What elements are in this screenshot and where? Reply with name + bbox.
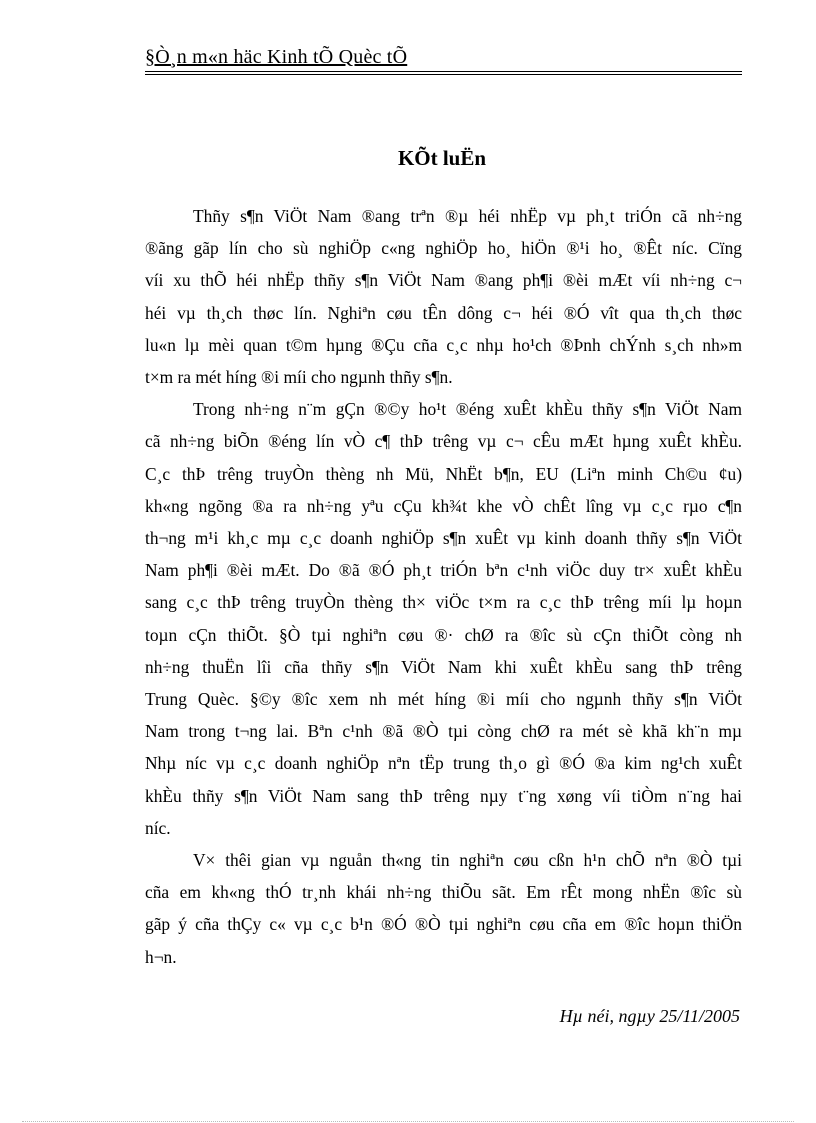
text-line: Trong nh÷ng n¨m gÇn ®©y ho¹t ®éng xuÊt khÈu thñy s¶n ViÖt Nam [193,399,742,420]
text-line: cã nh÷ng biÕn ®éng lín vÒ c¶ thÞ trêng vµ c¬ cÊu mÆt hµng xuÊt khÈu. [145,431,742,452]
signoff-date: Hµ néi, ngµy 25/11/2005 [559,1006,740,1026]
text-line: C¸c thÞ trêng truyÒn thèng nh Mü, NhËt b¶n, EU (Liªn minh Ch©u ¢u) [145,463,742,484]
text-line: Nam trong t¬ng lai. Bªn c¹nh ®ã ®Ò tµi còng chØ ra mét sè khã kh¨n mµ [145,721,742,742]
text-line: Nam ph¶i ®èi mÆt. Do ®ã ®Ó ph¸t triÓn bªn c¹nh viÖc duy tr× xuÊt khÈu [145,560,742,581]
text-line: víi xu thÕ héi nhËp thñy s¶n ViÖt Nam ®ang ph¶i ®èi mÆt víi nh÷ng c¬ [145,270,742,291]
text-line: lu«n lµ mèi quan t©m hµng ®Çu cña c¸c nhµ ho¹ch ®Þnh chÝnh s¸ch nh»m [145,334,742,355]
paragraph-3 [145,844,742,973]
text-line: kh«ng ngõng ®a ra nh÷ng yªu cÇu kh¾t khe vÒ chÊt lîng vµ c¸c rµo c¶n [145,495,742,516]
page-bottom-divider [22,1121,794,1122]
text-line: h¬n. [145,946,177,967]
text-line: khÈu thñy s¶n ViÖt Nam sang thÞ trêng nµy t¨ng xøng víi tiÒm n¨ng hai [145,785,742,806]
header-title: §Ò¸n m«n häc Kinh tÕ Quèc tÕ [145,46,408,68]
text-line: Thñy s¶n ViÖt Nam ®ang trªn ®µ héi nhËp vµ ph¸t triÓn cã nh÷ng [193,206,742,226]
text-line: toµn cÇn thiÕt. §Ò tµi nghiªn cøu ®· chØ ra ®îc sù cÇn thiÕt còng nh [145,624,742,645]
text-line: Nhµ níc vµ c¸c doanh nghiÖp nªn tËp trung th¸o gì ®Ó ®a kim ng¹ch xuÊt [145,753,742,774]
text-line: cña em kh«ng thÓ tr¸nh khái nh÷ng thiÕu sãt. Em rÊt mong nhËn ®îc sù [145,882,742,903]
paragraph-2 [145,393,742,844]
text-line: héi vµ th¸ch thøc lín. Nghiªn cøu tÊn dông c¬ héi ®Ó vît qua th¸ch thøc [145,302,742,323]
text-line: níc. [145,817,171,838]
header-rule-thin [145,71,742,72]
text-line: th¬ng m¹i kh¸c mµ c¸c doanh nghiÖp s¶n xuÊt vµ kinh doanh thñy s¶n ViÖt [145,528,742,549]
document-body [145,200,742,973]
page-header [145,46,742,76]
page-title: KÕt luËn [397,146,487,170]
text-line: ®ãng gãp lín cho sù nghiÖp c«ng nghiÖp ho¸ hiÖn ®¹i ho¸ ®Êt níc. Cïng [145,238,742,259]
paragraph-1 [145,200,742,393]
text-line: gãp ý cña thÇy c« vµ c¸c b¹n ®Ó ®Ò tµi nghiªn cøu cña em ®îc hoµn thiÖn [145,914,742,935]
text-line: t×m ra mét híng ®i míi cho ngµnh thñy s¶n. [145,367,453,388]
header-rule-thick [145,74,742,75]
text-line: nh÷ng thuËn lîi cña thñy s¶n ViÖt Nam khi xuÊt khÈu sang thÞ trêng [145,656,742,677]
text-line: sang c¸c thÞ trêng truyÒn thèng th× viÖc t×m ra c¸c thÞ trêng míi lµ hoµn [145,592,742,613]
text-line: V× thêi gian vµ nguån th«ng tin nghiªn cøu cßn h¹n chÕ nªn ®Ò tµi [193,850,742,871]
text-line: Trung Quèc. §©y ®îc xem nh mét híng ®i míi cho ngµnh thñy s¶n ViÖt [145,689,742,710]
